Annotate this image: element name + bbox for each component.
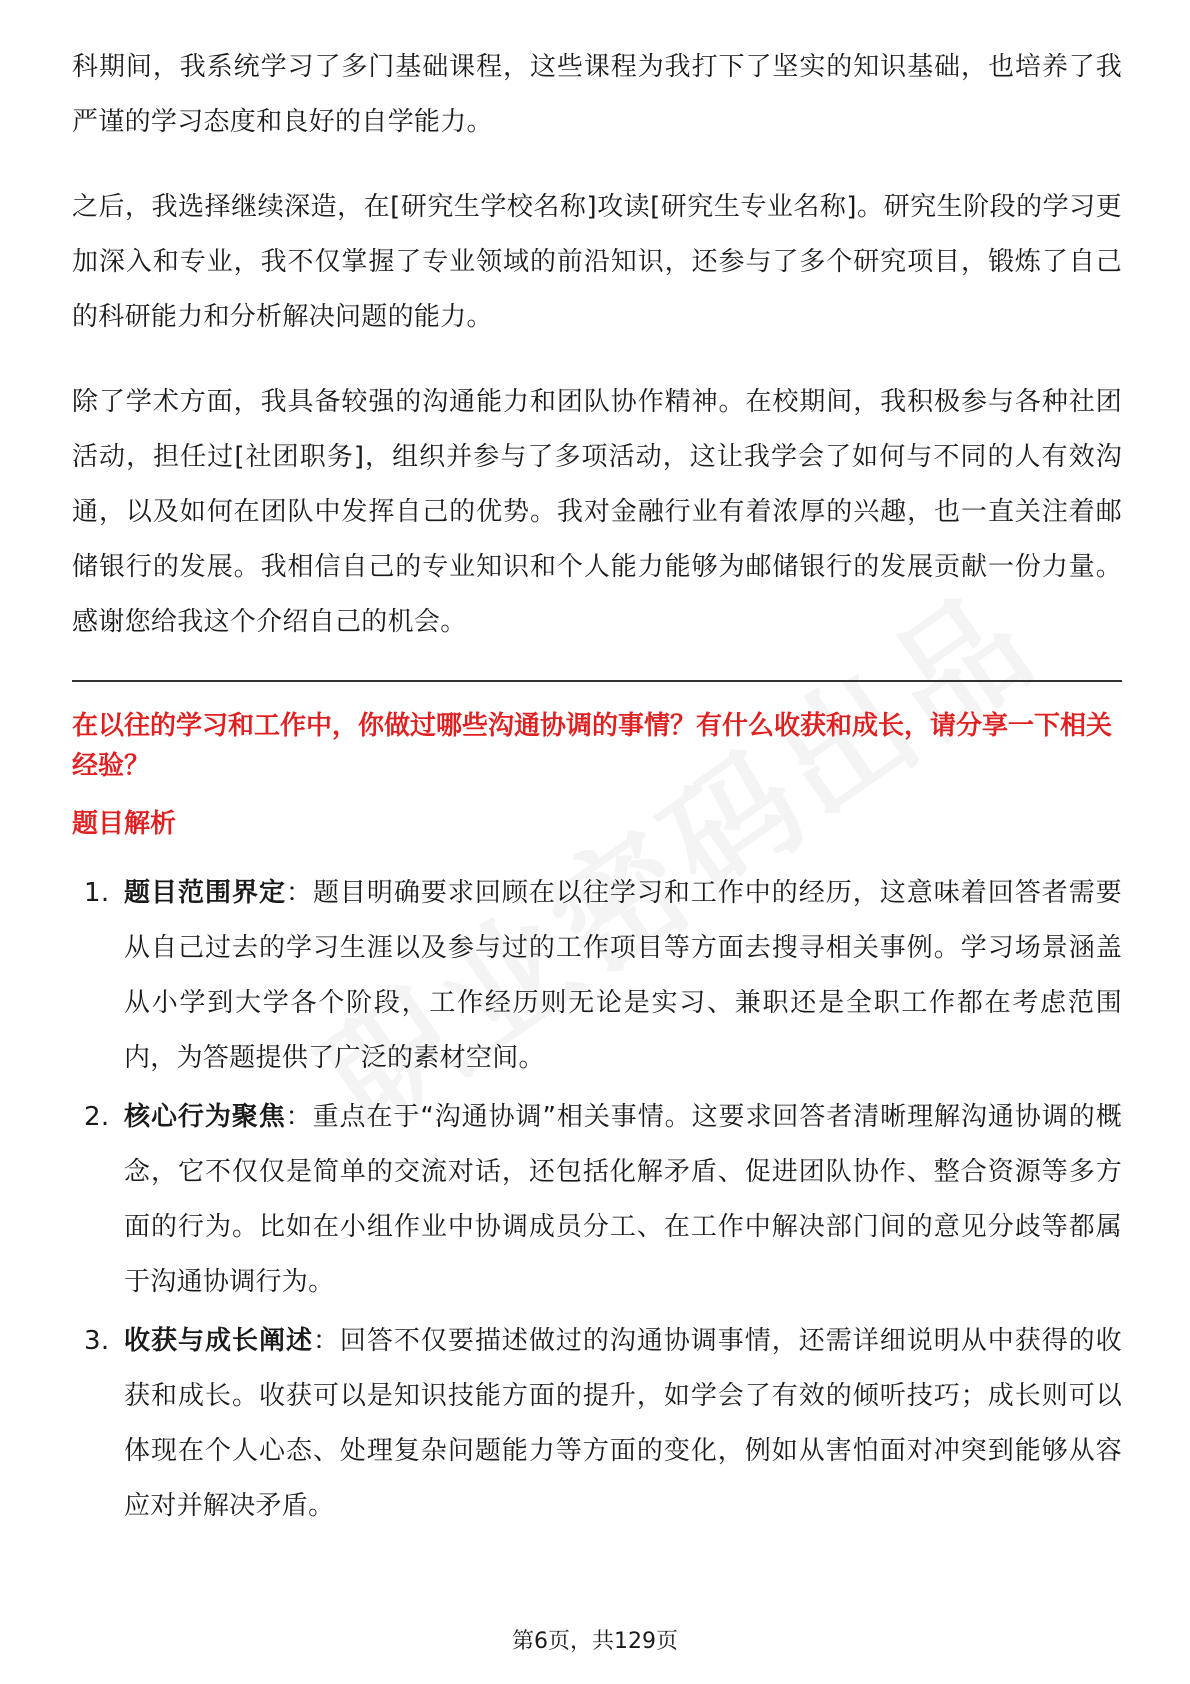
intro-paragraph-2: 之后，我选择继续深造，在[研究生学校名称]攻读[研究生专业名称]。研究生阶段的学习更加深入和专业，我不仅掌握了专业领域的前沿知识，还参与了多个研究项目，锻炼了自己的科研能力和分析解决问题的能力。 [72,192,1122,332]
analysis-item-2 [72,1090,1122,1310]
page-number-footer: 第6页，共129页 [512,1629,678,1654]
analysis-text: ：重点在于“沟通协调”相关事情。这要求回答者清晰理解沟通协调的概念，它不仅仅是简单的交流对话，还包括化解矛盾、促进团队协作、整合资源等多方面的行为。比如在小组作业中协调成员分工、在工作中解决部门间的意见分歧等都属于沟通协调行为。 [124,1102,1122,1297]
intro-paragraph-3: 除了学术方面，我具备较强的沟通能力和团队协作精神。在校期间，我积极参与各种社团活动，担任过[社团职务]，组织并参与了多项活动，这让我学会了如何与不同的人有效沟通，以及如何在团队中发挥自己的优势。我对金融行业有着浓厚的兴趣，也一直关注着邮储银行的发展。我相信自己的专业知识和个人能力能够为邮储银行的发展贡献一份力量。感谢您给我这个介绍自己的机会。 [72,387,1122,637]
analysis-term: 核心行为聚焦 [124,1102,286,1132]
analysis-term: 收获与成长阐述 [124,1326,313,1356]
analysis-item-1 [72,866,1122,1086]
document-page [72,40,1122,1538]
analysis-list [72,866,1122,1534]
list-number: 2. [84,1102,110,1132]
intro-paragraph-1: 科期间，我系统学习了多门基础课程，这些课程为我打下了坚实的知识基础，也培养了我严谨的学习态度和良好的自学能力。 [72,52,1122,137]
section-divider [72,680,1122,682]
analysis-title: 题目解析 [72,809,177,839]
analysis-text: ：题目明确要求回顾在以往学习和工作中的经历，这意味着回答者需要从自己过去的学习生涯以及参与过的工作项目等方面去搜寻相关事例。学习场景涵盖从小学到大学各个阶段，工作经历则无论是实习、兼职还是全职工作都在考虑范围内，为答题提供了广泛的素材空间。 [124,878,1122,1073]
question-heading: 在以往的学习和工作中，你做过哪些沟通协调的事情？有什么收获和成长，请分享一下相关经验？ [72,711,1113,781]
list-number: 1. [84,878,110,908]
analysis-text: ：回答不仅要描述做过的沟通协调事情，还需详细说明从中获得的收获和成长。收获可以是知识技能方面的提升，如学会了有效的倾听技巧；成长则可以体现在个人心态、处理复杂问题能力等方面的变化，例如从害怕面对冲突到能够从容应对并解决矛盾。 [124,1326,1122,1521]
analysis-term: 题目范围界定 [124,878,286,908]
analysis-item-3 [72,1314,1122,1534]
list-number: 3. [84,1326,110,1356]
